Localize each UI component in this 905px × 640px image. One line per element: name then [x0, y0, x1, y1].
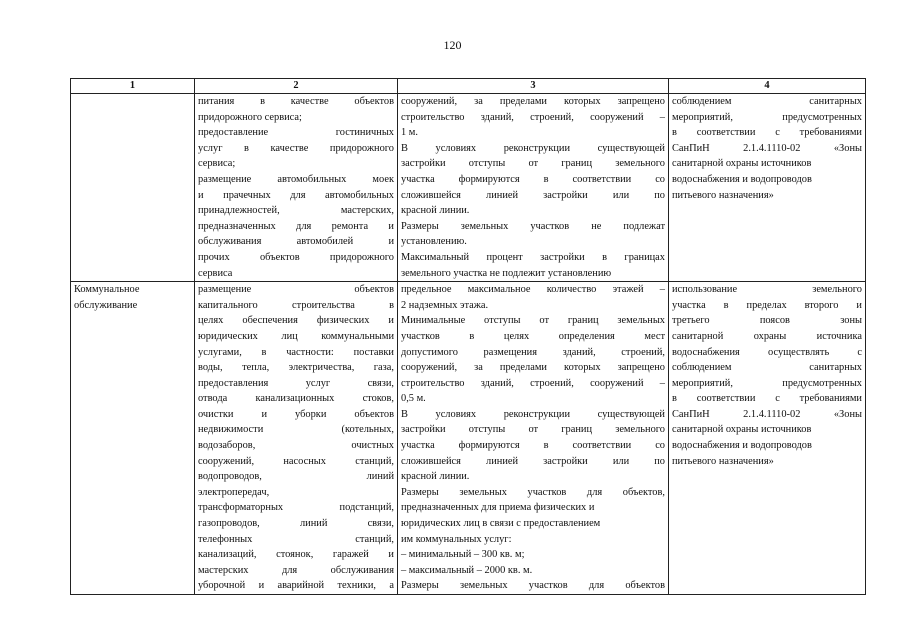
text-line: СанПиН 2.1.4.1110-02 «Зоны: [672, 408, 862, 420]
text-line: уборочной и аварийной техники, а: [198, 580, 394, 592]
column-header-4: 4: [669, 79, 866, 94]
text-line: участка формируются в соответствии со: [401, 173, 665, 185]
text-line: целях обеспечения физических и: [198, 315, 394, 327]
text-line: отвода канализационных стоков,: [198, 393, 394, 405]
text-line: капитального строительства в: [198, 299, 394, 311]
text-line: в соответствии с требованиями: [672, 127, 862, 139]
text-line: – максимальный – 2000 кв. м.: [401, 564, 533, 576]
text-line: Размеры земельных участков не подлежат: [401, 220, 665, 232]
text-line: им коммунальных услуг:: [401, 533, 512, 545]
text-line: установлению.: [401, 236, 467, 248]
table-header-row: [71, 79, 866, 94]
table-cell-4: [669, 282, 866, 595]
text-line: телефонных станций,: [198, 533, 394, 545]
column-header-3: 3: [398, 79, 669, 94]
text-line: обслуживание: [74, 299, 138, 311]
text-line: сложившейся линией застройки или по: [401, 455, 665, 467]
text-line: участка формируются в соответствии со: [401, 440, 665, 452]
table-cell-2: [195, 282, 398, 595]
text-line: водозаборов, очистных: [198, 440, 394, 452]
text-line: прочих объектов придорожного: [198, 251, 394, 263]
text-line: участка в пределах второго и: [672, 299, 862, 311]
text-line: сервиса;: [198, 158, 236, 170]
text-line: третьего поясов зоны: [672, 315, 862, 327]
cell-text: [198, 282, 394, 594]
table-row: [71, 282, 866, 595]
text-line: использование земельного: [672, 284, 862, 296]
text-line: санитарной охраны источников: [672, 424, 812, 436]
text-line: недвижимости (котельных,: [198, 424, 394, 436]
text-line: предоставление гостиничных: [198, 127, 394, 139]
text-line: красной линии.: [401, 205, 470, 217]
text-line: предоставления услуг связи,: [198, 377, 394, 389]
text-line: сооружений, насосных станций,: [198, 455, 394, 467]
text-line: придорожного сервиса;: [198, 111, 302, 123]
text-line: юридических лиц коммунальными: [198, 330, 394, 342]
text-line: допустимого размещения зданий, строений,: [401, 346, 665, 358]
text-line: питьевого назначения»: [672, 455, 774, 467]
text-line: СанПиН 2.1.4.1110-02 «Зоны: [672, 142, 862, 154]
cell-text: [401, 282, 665, 594]
text-line: В условиях реконструкции существующей: [401, 142, 665, 154]
text-line: размещение объектов: [198, 284, 394, 296]
text-line: водоснабжения и водопроводов: [672, 173, 812, 185]
text-line: Минимальные отступы от границ земельных: [401, 315, 665, 327]
text-line: 0,5 м.: [401, 393, 426, 405]
text-line: размещение автомобильных моек: [198, 173, 394, 185]
text-line: земельного участка не подлежит установлению: [401, 267, 612, 279]
text-line: Размеры земельных участков для объектов: [401, 580, 665, 592]
text-line: питьевого назначения»: [672, 189, 774, 201]
text-line: строительство зданий, строений, сооружений –: [401, 111, 665, 123]
text-line: принадлежностей, мастерских,: [198, 205, 394, 217]
text-line: санитарной охраны источника: [672, 330, 862, 342]
text-line: канализаций, стоянок, гаражей и: [198, 549, 394, 561]
text-line: В условиях реконструкции существующей: [401, 408, 665, 420]
text-line: в соответствии с требованиями: [672, 393, 862, 405]
text-line: Максимальный процент застройки в границах: [401, 251, 665, 263]
cell-text: [672, 94, 862, 203]
text-line: услуг в качестве придорожного: [198, 142, 394, 154]
column-header-1: 1: [71, 79, 195, 94]
table-row: [71, 94, 866, 282]
text-line: – минимальный – 300 кв. м;: [401, 549, 525, 561]
column-header-2: 2: [195, 79, 398, 94]
cell-text: [74, 282, 191, 313]
text-line: трансформаторных подстанций,: [198, 502, 394, 514]
table-cell-1: [71, 282, 195, 595]
text-line: мастерских для обслуживания: [198, 564, 394, 576]
text-line: санитарной охраны источников: [672, 158, 812, 170]
text-line: 1 м.: [401, 127, 418, 139]
text-line: Размеры земельных участков для объектов,: [401, 486, 665, 498]
text-line: красной линии.: [401, 471, 470, 483]
cell-text: [672, 282, 862, 469]
text-line: мероприятий, предусмотренных: [672, 377, 862, 389]
text-line: застройки отступы от границ земельного: [401, 158, 665, 170]
table-cell-2: [195, 94, 398, 282]
text-line: мероприятий, предусмотренных: [672, 111, 862, 123]
table-cell-3: [398, 94, 669, 282]
text-line: воды, тепла, электричества, газа,: [198, 362, 394, 374]
text-line: сооружений, за пределами которых запрещено: [401, 96, 665, 107]
text-line: предназначенных для приема физических и: [401, 502, 595, 514]
text-line: Коммунальное: [74, 284, 140, 296]
text-line: соблюдением санитарных: [672, 96, 862, 107]
text-line: сервиса: [198, 267, 233, 279]
text-line: сооружений, за пределами которых запрещено: [401, 362, 665, 374]
table-cell-4: [669, 94, 866, 282]
cell-text: [198, 94, 394, 281]
text-line: участков в целях определения мест: [401, 330, 665, 342]
page-number: 120: [443, 38, 462, 52]
table-cell-1: [71, 94, 195, 282]
text-line: питания в качестве объектов: [198, 96, 394, 107]
text-line: услугами, в частности: поставки: [198, 346, 394, 358]
text-line: сложившейся линией застройки или по: [401, 189, 665, 201]
text-line: застройки отступы от границ земельного: [401, 424, 665, 436]
text-line: предельное максимальное количество этажей –: [401, 284, 665, 296]
table-cell-3: [398, 282, 669, 595]
text-line: очистки и уборки объектов: [198, 408, 394, 420]
text-line: водопроводов, линий: [198, 471, 394, 483]
text-line: 2 надземных этажа.: [401, 299, 489, 311]
text-line: предназначенных для ремонта и: [198, 220, 394, 232]
text-line: и прачечных для автомобильных: [198, 189, 394, 201]
land-use-regulations-table: [70, 78, 866, 595]
text-line: соблюдением санитарных: [672, 362, 862, 374]
text-line: водоснабжения и водопроводов: [672, 440, 812, 452]
text-line: водоснабжения осуществлять с: [672, 346, 862, 358]
cell-text: [401, 94, 665, 281]
text-line: строительство зданий, строений, сооружений –: [401, 377, 665, 389]
text-line: газопроводов, линий связи,: [198, 518, 394, 530]
text-line: электропередач,: [198, 486, 270, 498]
text-line: юридических лиц в связи с предоставлением: [401, 518, 601, 530]
text-line: обслуживания автомобилей и: [198, 236, 394, 248]
